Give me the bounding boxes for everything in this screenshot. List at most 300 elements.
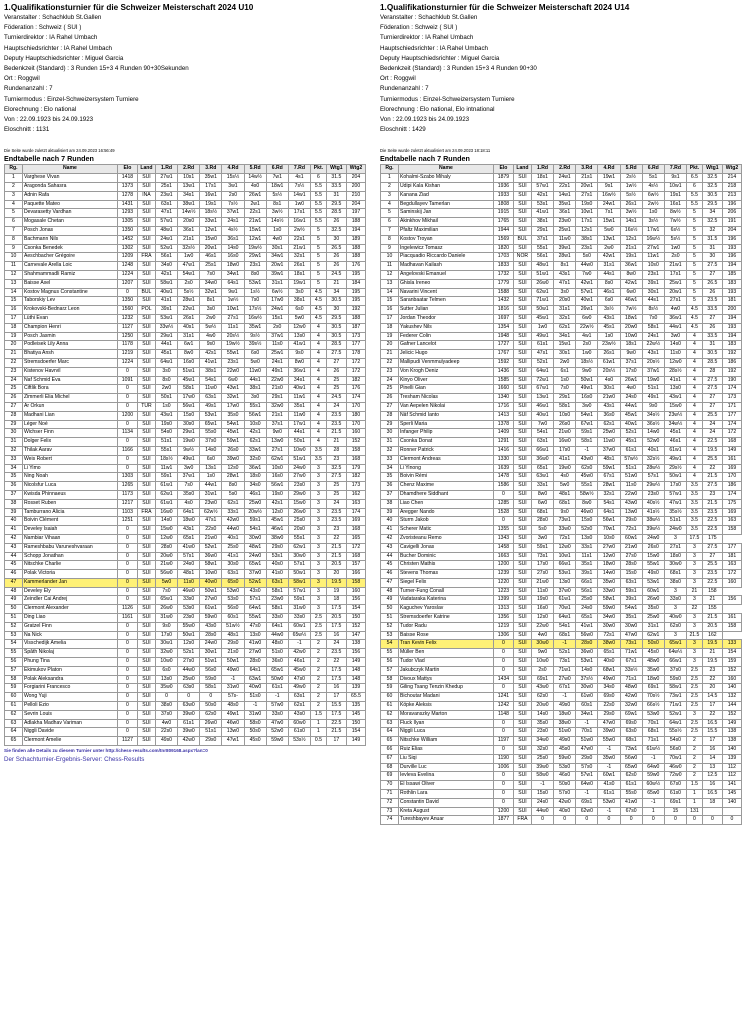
table-cell: 11w0 [288,411,310,420]
table-cell: SUI [513,737,531,746]
player-name-cell: Aragonda Sahasra [22,183,117,192]
table-cell: 1006 [493,763,513,772]
table-cell: 41 [5,526,23,535]
table-cell: 20s½ [642,358,664,367]
u10-header-line: Hauptschiedsrichter : IA Rahel Umbach [4,44,112,52]
table-cell: 53 [381,631,399,640]
table-cell: 45w1 [222,429,244,438]
table-cell: 12w0 [664,358,686,367]
table-cell: 59s0 [664,675,686,684]
table-cell: 25w1 [554,227,576,236]
table-cell: 37w1 [222,209,244,218]
table-cell: 1528 [493,508,513,517]
table-cell: 70s1 [642,719,664,728]
table-cell: 50w1 [200,587,222,596]
table-cell: 46s0 [554,772,576,781]
table-cell: -1 [554,640,576,649]
table-cell: 14w½ [244,174,266,183]
table-cell: 0 [117,702,137,711]
table-cell: SUI [137,438,155,447]
player-name-cell: Christen Mathis [398,561,493,570]
table-cell: 60w1 [598,772,620,781]
table-cell: 20w½ [244,508,266,517]
table-cell: 19.5 [326,578,346,587]
table-cell: 62w1 [288,543,310,552]
table-cell: 193 [722,288,741,297]
table-cell: 23 [702,666,722,675]
table-cell: 55 [381,649,399,658]
table-cell: 29s0 [200,737,222,746]
table-cell: 46w0 [178,587,200,596]
table-cell: 48s0 [222,702,244,711]
table-cell: 5s1 [642,174,664,183]
table-cell: 5 [687,271,703,280]
player-name-cell: Clermont Andreas [398,455,493,464]
table-row [381,218,742,227]
table-cell: 36s0 [598,411,620,420]
table-cell: 4 [687,376,703,385]
table-cell: 4.5 [311,297,327,306]
u14-updated-note: Die Seite wurde zuletzt aktualisiert am 24.09.2023 18:18:11 [380,148,491,154]
table-cell: 4 [687,394,703,403]
table-cell: 177 [722,543,741,552]
table-cell: 158 [722,526,741,535]
table-cell: 1s0 [266,227,288,236]
table-cell: 28.5 [702,358,722,367]
player-name-cell: Nicolsfur Luca [22,482,117,491]
table-cell: 2w0 [155,385,177,394]
table-cell: 17s0 [664,482,686,491]
player-name-cell: Krokovski-Bednarz Leon [22,306,117,315]
table-cell: 3 [687,578,703,587]
table-row [5,209,366,218]
table-cell: 6w0 [576,314,598,323]
table-cell: -1 [598,746,620,755]
table-cell: 42s1 [200,350,222,359]
table-cell: SUI [513,719,531,728]
table-cell: 62w1 [155,490,177,499]
table-cell: 26w0 [531,279,553,288]
table-cell: 18w0 [642,675,664,684]
table-cell: 3 [311,490,327,499]
table-cell: 3.5 [687,508,703,517]
table-cell: 1585 [493,376,513,385]
table-cell: 21 [5,350,23,359]
table-cell: 1293 [117,209,137,218]
table-cell: 2 [311,702,327,711]
table-cell: 3 [687,640,703,649]
player-name-cell: Begdullayev Tamerlan [398,200,493,209]
table-cell: 15w1 [244,227,266,236]
table-cell: 49w1 [222,710,244,719]
table-cell: 64 [5,728,23,737]
table-cell: 59w0 [200,614,222,623]
table-cell: 38s1 [244,385,266,394]
table-cell: 54 [381,640,399,649]
player-name-cell: Lüthi Evan [22,314,117,323]
table-cell: 44w0 [531,807,553,816]
table-cell: 0 [117,684,137,693]
table-cell: 55s1 [155,446,177,455]
table-cell: SUI [513,306,531,315]
table-cell: 40w1 [155,288,177,297]
table-cell: 174 [722,490,741,499]
table-cell: 2w0 [554,358,576,367]
player-name-cell: Boivin Rémi [398,473,493,482]
table-cell: 46 [381,570,399,579]
table-cell: 17s0 [531,561,553,570]
table-cell: 27s0 [178,658,200,667]
table-cell: 1418 [117,174,137,183]
table-cell: SUI [513,798,531,807]
table-cell: 44 [381,552,399,561]
table-row [381,587,742,596]
table-cell: SUI [137,376,155,385]
table-cell: 32.5 [702,218,722,227]
table-cell: 0 [493,658,513,667]
table-cell: 53s1 [266,552,288,561]
table-cell: 65 [381,737,399,746]
table-cell: 44w1 [664,323,686,332]
table-cell: 52s1 [554,649,576,658]
table-cell: 19.5 [702,640,722,649]
table-cell: 158 [722,622,741,631]
table-cell: 181 [722,297,741,306]
table-cell: 16 [381,306,399,315]
table-cell: 60 [5,693,23,702]
table-cell: 6s0 [288,306,310,315]
table-cell: 38s0 [155,702,177,711]
table-cell: 32.5 [326,464,346,473]
table-cell: 5w0 [598,227,620,236]
table-row [381,526,742,535]
table-cell: 1w½ [620,183,642,192]
table-cell: SUI [513,508,531,517]
table-cell: 57 [381,666,399,675]
table-cell: 1251 [117,517,137,526]
table-cell: 24w0 [642,534,664,543]
table-cell: 23 [5,367,23,376]
table-cell: -1 [266,693,288,702]
table-cell: 15w1 [598,218,620,227]
table-cell: 2.5 [311,622,327,631]
table-row [381,754,742,763]
table-cell: 135 [346,702,365,711]
table-cell: 6s0 [598,297,620,306]
table-cell: 0 [117,719,137,728]
table-cell: 59 [5,684,23,693]
table-cell: SUI [137,728,155,737]
table-cell: 1173 [117,490,137,499]
table-cell: 71w1 [664,702,686,711]
table-cell: 152 [722,666,741,675]
table-cell: 8s1 [554,262,576,271]
table-cell: 15w0 [288,499,310,508]
table-cell: 70s1 [576,728,598,737]
player-name-cell: Niggli Luca [398,728,493,737]
table-cell: 41w1 [531,209,553,218]
table-cell: 2w½ [288,227,310,236]
table-row [5,737,366,746]
u14-panel [380,3,742,825]
table-cell: SUI [137,719,155,728]
table-cell: 13 [702,763,722,772]
table-cell: 148 [346,675,365,684]
table-cell: 3 [311,482,327,491]
table-cell: 41s1 [155,297,177,306]
table-cell: 42s1 [266,499,288,508]
table-row [5,578,366,587]
player-name-cell: Posch Jasmin [22,332,117,341]
player-name-cell: Wong Yuji [22,693,117,702]
table-row [381,772,742,781]
table-cell: 0 [155,693,177,702]
table-cell: 61w1 [598,358,620,367]
table-cell: 35w0 [598,754,620,763]
table-cell: 14s1 [620,218,642,227]
table-cell: 49s1 [200,402,222,411]
table-cell: 25 [326,482,346,491]
table-cell: 37s0 [200,438,222,447]
player-name-cell: Stremsdoerfer Marc [22,358,117,367]
table-cell: SUI [137,649,155,658]
table-cell: SUI [513,570,531,579]
player-name-cell: Aeschbacher Grégoire [22,253,117,262]
table-cell: 1219 [117,350,137,359]
table-cell: 50 [5,605,23,614]
table-cell: 61s0 [664,790,686,799]
table-cell: 185 [722,271,741,280]
table-cell: 64s1 [222,279,244,288]
table-cell: 1278 [117,191,137,200]
table-cell: 49w1 [664,455,686,464]
table-cell: 0 [117,543,137,552]
table-cell: 1779 [493,279,513,288]
table-cell: 155 [702,605,722,614]
table-cell: 186 [722,358,741,367]
table-cell: 27s1 [222,314,244,323]
table-cell: 45s0 [642,649,664,658]
table-cell: 34w0 [598,614,620,623]
table-cell: 3 [687,543,703,552]
table-cell: SUI [513,191,531,200]
table-cell: 172 [346,543,365,552]
table-cell: 5s½ [266,191,288,200]
table-cell: 1 [311,719,327,728]
table-cell: 21.5 [326,543,346,552]
table-cell: 29w0 [288,490,310,499]
player-name-cell: Tureshbayev Anuar [398,816,493,825]
table-cell: -1 [288,640,310,649]
table-cell: 14w1 [288,191,310,200]
table-row [5,614,366,623]
table-cell: 4 [311,420,327,429]
table-cell: 195 [346,271,365,280]
player-name-cell: Csonka Benedek [22,244,117,253]
table-cell: 21.5 [326,429,346,438]
table-cell: 3s0 [200,306,222,315]
table-cell: 42 [5,534,23,543]
player-name-cell: Ruiz Elias [398,746,493,755]
table-cell: -1 [554,693,576,702]
table-cell: 71s1 [642,737,664,746]
table-cell: 40w1 [620,420,642,429]
table-cell: 23.5 [326,517,346,526]
table-cell: 35s0 [178,490,200,499]
table-cell: 46w1 [531,402,553,411]
table-cell: 51w1 [531,271,553,280]
table-cell: 43w1 [155,411,177,420]
table-cell: 63 [5,719,23,728]
table-cell: SUI [513,631,531,640]
table-cell: 44w0 [266,631,288,640]
table-cell: 1416 [493,446,513,455]
player-name-cell: Ciftlik Bora [22,385,117,394]
table-cell: 39w1 [266,271,288,280]
table-cell: 17 [326,737,346,746]
table-cell: 12w1 [244,235,266,244]
table-cell: 22s0 [155,728,177,737]
table-cell: 16w0 [554,438,576,447]
table-cell: 1224 [117,358,137,367]
table-cell: 33 [5,455,23,464]
table-cell: 26w0 [642,596,664,605]
table-row [381,411,742,420]
table-cell: 1 [5,174,23,183]
player-name-cell: Spâth Nikolaj [22,649,117,658]
table-cell: SUI [513,367,531,376]
table-cell: 183 [722,279,741,288]
player-name-cell: Mogasale Chetan [22,218,117,227]
table-cell: 18s0 [244,473,266,482]
table-cell: 1178 [117,341,137,350]
table-cell: -1 [531,781,553,790]
table-cell: SUI [513,376,531,385]
player-name-cell: Madhani Lian [22,411,117,420]
table-cell: 47w0 [576,746,598,755]
table-cell: SUI [137,297,155,306]
table-cell: 58s1 [200,684,222,693]
player-name-cell: Liao Chen [398,499,493,508]
table-cell: 20 [381,341,399,350]
column-header: Land [513,165,531,174]
table-cell: 37s0 [664,666,686,675]
table-cell: 32s1 [598,490,620,499]
table-cell: 21s0 [222,649,244,658]
table-cell: 2.5 [687,684,703,693]
table-cell: SUI [137,455,155,464]
table-cell: 38 [5,499,23,508]
table-cell: 163 [346,499,365,508]
table-cell: 45s1 [664,429,686,438]
table-cell: 3 [687,614,703,623]
table-cell: SUI [137,420,155,429]
table-cell: 59 [381,684,399,693]
table-cell: 0 [664,816,686,825]
table-cell: 32w1 [200,288,222,297]
table-cell: 8s0 [244,271,266,280]
table-cell: 30.5 [326,323,346,332]
table-cell: 10w1 [664,183,686,192]
table-cell: 22.5 [326,719,346,728]
table-cell: 32s½ [642,455,664,464]
table-cell: 56w1 [598,517,620,526]
table-cell: 2.5 [687,675,703,684]
table-cell [702,807,722,816]
table-row [381,561,742,570]
table-cell: 51s1 [155,438,177,447]
table-cell: 60w½ [642,781,664,790]
player-name-cell: Ievleva Evelina [398,772,493,781]
table-cell: 21 [326,279,346,288]
table-cell: 36w0 [531,455,553,464]
table-cell: 1431 [117,200,137,209]
table-cell: 29 [5,420,23,429]
table-cell: 38w0 [266,534,288,543]
table-cell: 40w1 [531,411,553,420]
table-cell: 46s1 [200,253,222,262]
table-cell: 30w1 [155,640,177,649]
table-cell: 34s½ [642,411,664,420]
table-cell: SUI [513,763,531,772]
table-cell: 37s0 [155,710,177,719]
table-cell: 0 [117,394,137,403]
table-cell: 45 [5,561,23,570]
table-cell: 7w1 [266,174,288,183]
table-cell: 3.5 [687,482,703,491]
table-cell: 0 [493,684,513,693]
table-row [381,455,742,464]
table-cell: SUI [513,552,531,561]
column-header: 4.Rd [222,165,244,174]
table-cell: 42w1 [576,279,598,288]
table-cell: 55w1 [222,350,244,359]
table-cell: 24.5 [326,271,346,280]
table-cell: 22w0 [620,490,642,499]
table-cell: 2s0 [664,253,686,262]
table-cell: 3 [664,631,686,640]
table-cell: 152 [346,622,365,631]
player-name-cell: Kaguchev Yaroslav [398,605,493,614]
table-cell: 25w0 [244,499,266,508]
table-cell: 112 [722,772,741,781]
table-cell: 2.5 [311,614,327,623]
table-cell: 6s0 [155,666,177,675]
table-cell: 218 [722,183,741,192]
u10-details-link[interactable]: Sie finden alle Details zu diesem Turnier unter http://chess-results.com/tnr809168.aspx?lan=0 [4,748,208,754]
table-cell: 16w½ [598,191,620,200]
table-row [381,402,742,411]
table-cell: 37w0 [244,570,266,579]
table-cell: 61s1 [598,790,620,799]
table-cell: 46s1 [244,490,266,499]
table-row [381,438,742,447]
table-cell: 4w0 [266,235,288,244]
table-cell: SUI [137,482,155,491]
table-cell: 12s0 [222,464,244,473]
table-cell: 10w0 [288,446,310,455]
player-name-cell: Yakushev Nils [398,323,493,332]
table-cell: 71s1 [620,675,642,684]
table-cell: 1127 [117,737,137,746]
table-cell: 52 [381,622,399,631]
table-cell: 24 [326,402,346,411]
table-cell: 1103 [117,508,137,517]
table-cell: 3 [311,464,327,473]
table-cell: 62s1 [554,323,576,332]
table-cell: 5s½ [620,191,642,200]
table-cell: 37s1 [531,235,553,244]
